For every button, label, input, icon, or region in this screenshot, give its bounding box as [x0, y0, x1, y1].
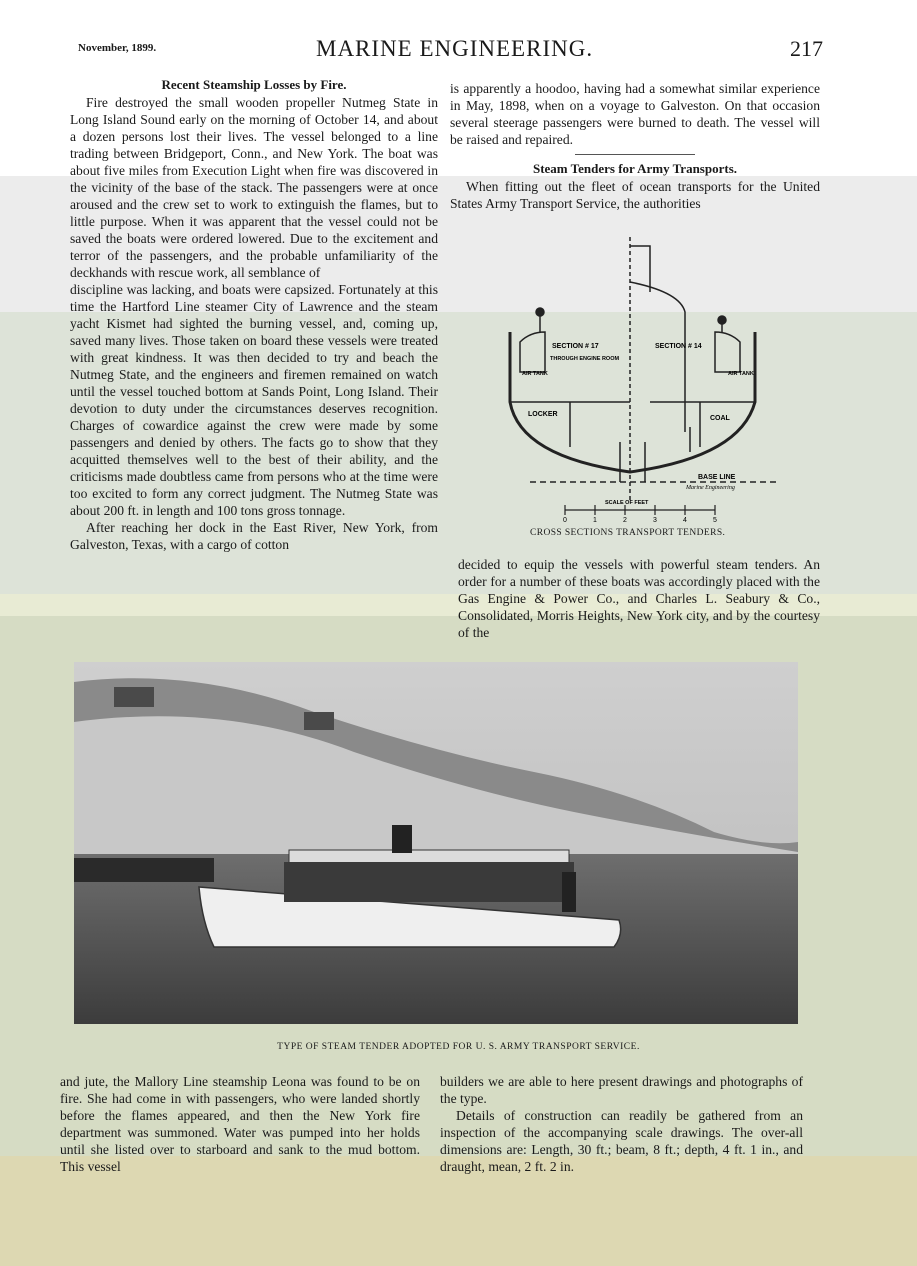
article-title-tenders: Steam Tenders for Army Transports. — [532, 161, 738, 176]
page-number: 217 — [790, 36, 823, 61]
article-divider — [575, 154, 695, 155]
label-air-tank-left: AIR TANK — [522, 371, 548, 377]
cross-section-drawing — [490, 232, 790, 522]
scale-tick-3: 3 — [653, 517, 657, 522]
article-left-column-top — [70, 76, 438, 553]
label-section-17: SECTION # 17 — [552, 343, 599, 350]
article-paragraph: When fitting out the fleet of ocean transports for the United States Army Transport Service, the authorities — [450, 179, 820, 211]
journal-title: MARINE ENGINEERING. — [316, 36, 594, 61]
cross-section-figure — [490, 232, 790, 542]
article-right-column-middle — [458, 556, 820, 641]
article-paragraph: decided to equip the vessels with powerful steam tenders. An order for a number of these boats was accordingly placed with the Gas Engine & Power Co., and Charles L. Seabury & Co., Consolidated, Morris Heights, New York city, and by the courtesy of the — [458, 557, 820, 640]
label-scale: SCALE OF FEET — [605, 500, 649, 506]
photo-image — [74, 662, 798, 1024]
article-title-fire: Recent Steamship Losses by Fire. — [161, 77, 347, 92]
article-paragraph: builders we are able to here present drawings and photographs of the type. — [440, 1074, 803, 1106]
label-base-line: BASE LINE — [698, 474, 736, 481]
scale-tick-4: 4 — [683, 517, 687, 522]
page-header — [0, 36, 917, 70]
label-locker: LOCKER — [528, 411, 558, 418]
issue-date: November, 1899. — [78, 42, 157, 54]
scale-tick-5: 5 — [713, 517, 717, 522]
label-credit: Marine Engineering — [686, 485, 735, 491]
figure-caption-photo: TYPE OF STEAM TENDER ADOPTED FOR U. S. ARMY TRANSPORT SERVICE. — [277, 1042, 640, 1052]
article-paragraph: After reaching her dock in the East River, New York, from Galveston, Texas, with a cargo of cotton — [70, 520, 438, 552]
scale-tick-2: 2 — [623, 517, 627, 522]
article-paragraph: is apparently a hoodoo, having had a somewhat similar experience in May, 1898, when on a voyage to Galveston. On that occasion several steerage passengers were burned to death. The vessel will be raised and repaired. — [450, 81, 820, 147]
article-left-column-bottom — [60, 1073, 420, 1175]
steam-tender-photograph — [74, 662, 798, 1024]
label-air-tank-right: AIR TANK — [728, 371, 754, 377]
scale-tick-1: 1 — [593, 517, 597, 522]
label-section-14: SECTION # 14 — [655, 343, 702, 350]
article-paragraph: Fire destroyed the small wooden propeller Nutmeg State in Long Island Sound early on the morning of October 14, and about a dozen persons lost their lives. The vessel belonged to a line trading between Bridgeport, Conn., and New York. The boat was about five miles from Execution Light when fire was discovered in the vicinity of the base of the stack. The passengers were at once aroused and the crew set to work to extinguish the flames, but to little purpose. When it was apparent that the vessel could not be saved the boats were ordered lowered. Due to the excitement and terror of the passengers, and the probable unfamiliarity of the deckhands with rescue work, all semblance of — [70, 95, 438, 280]
article-right-column-bottom — [440, 1073, 803, 1175]
article-paragraph: Details of construction can readily be gathered from an inspection of the accompanying scale drawings. The over-all dimensions are: Length, 30 ft.; beam, 8 ft.; depth, 4 ft. 1 in., and draught, mean, 2 ft. 2 in. — [440, 1108, 803, 1174]
article-right-column-top — [450, 80, 820, 212]
label-engine-room: THROUGH ENGINE ROOM — [550, 356, 620, 362]
scale-tick-0: 0 — [563, 517, 567, 522]
article-paragraph: discipline was lacking, and boats were capsized. Fortunately at this time the Hartford Line steamer City of Lawrence and the steam yacht Kismet had sighted the burning vessel, and, coming up, saved many lives. Those taken on board these vessels were treated with great kindness. It was then decided to try and beach the Nutmeg State, and the engineers and firemen remained on watch until the vessel touched bottom at Sands Point, Long Island. Their devotion to duty under the circumstances deserves recognition. Charges of cowardice against the crew were made by some passengers and denied by others. The facts go to show that they acquitted themselves well to the best of their ability, and the criticisms made doubtless came from persons who at the time were too excited to form any correct judgment. The Nutmeg State was about 200 ft. in length and 100 tons gross tonnage. — [70, 282, 438, 518]
figure-caption-cross-sections: CROSS SECTIONS TRANSPORT TENDERS. — [530, 528, 726, 538]
article-paragraph: and jute, the Mallory Line steamship Leona was found to be on fire. She had come in with passengers, who were landed shortly before the flames appeared, and then the New York fire department was summoned. Water was pumped into her holds until she listed over to starboard and sank to the mud bottom. This vessel — [60, 1074, 420, 1174]
label-coal: COAL — [710, 415, 730, 422]
